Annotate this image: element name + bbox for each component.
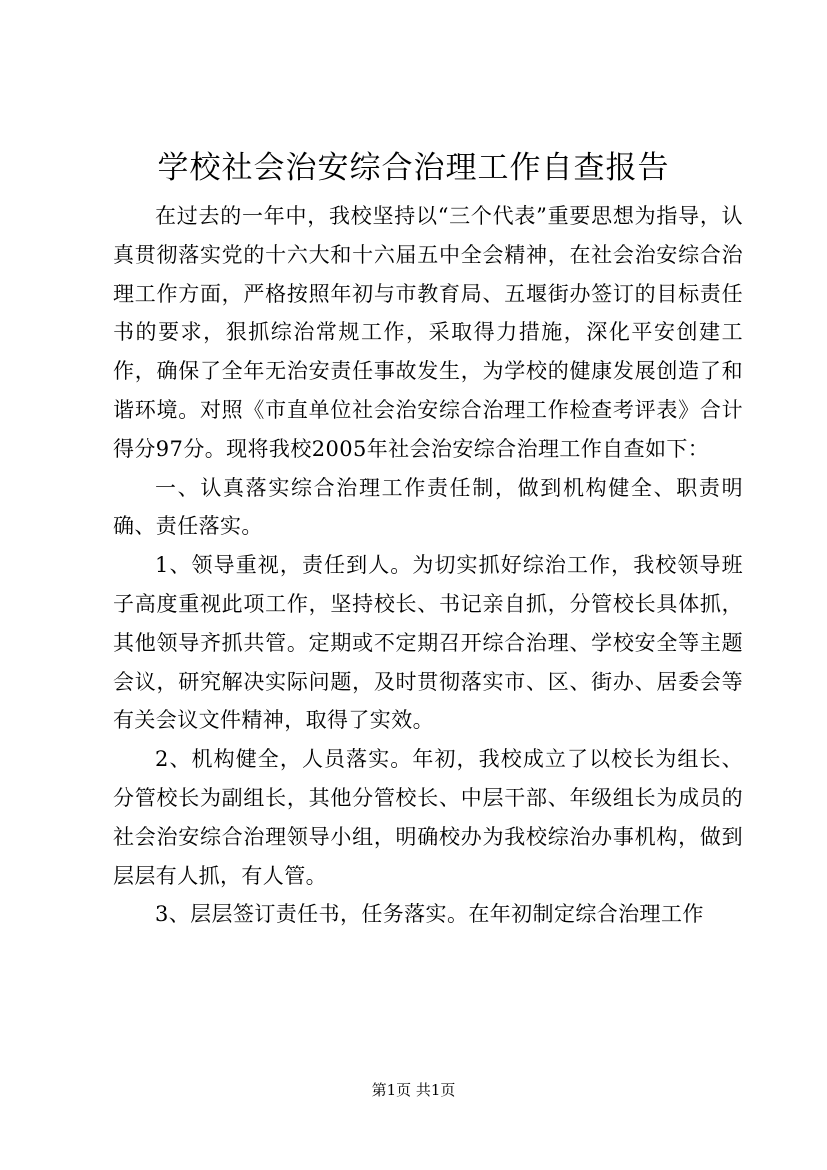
paragraph-section-1-heading: 一、认真落实综合治理工作责任制，做到机构健全、职责明确、责任落实。 [113, 475, 743, 539]
paragraph-intro: 在过去的一年中，我校坚持以“三个代表”重要思想为指导，认真贯彻落实党的十六大和十六届五中全会精神，在社会治安综合治理工作方面，严格按照年初与市教育局、五堰街办签订的目标责任书的要求，狠抓综治常规工作，采取得力措施，深化平安创建工作，确保了全年无治安责任事故发生，为学校的健康发展创造了和谐环境。对照《市直单位社会治安综合治理工作检查考评表》合计得分97分。现将我校2005年社会治安综合治理工作自查如下： [113, 204, 743, 461]
page-number-footer: 第1页 共1页 [371, 1081, 456, 1099]
document-body [113, 197, 743, 934]
document-title: 学校社会治安综合治理工作自查报告 [157, 150, 670, 186]
paragraph-item-2: 2、机构健全，人员落实。年初，我校成立了以校长为组长、分管校长为副组长，其他分管校长、中层干部、年级组长为成员的社会治安综合治理领导小组，明确校办为我校综治办事机构，做到层层有人抓，有人管。 [113, 747, 743, 888]
paragraph-item-1: 1、领导重视，责任到人。为切实抓好综治工作，我校领导班子高度重视此项工作，坚持校长、书记亲自抓，分管校长具体抓，其他领导齐抓共管。定期或不定期召开综合治理、学校安全等主题会议，研究解决实际问题，及时贯彻落实市、区、街办、居委会等有关会议文件精神，取得了实效。 [113, 553, 743, 733]
paragraph-item-3: 3、层层签订责任书，任务落实。在年初制定综合治理工作 [155, 902, 704, 927]
